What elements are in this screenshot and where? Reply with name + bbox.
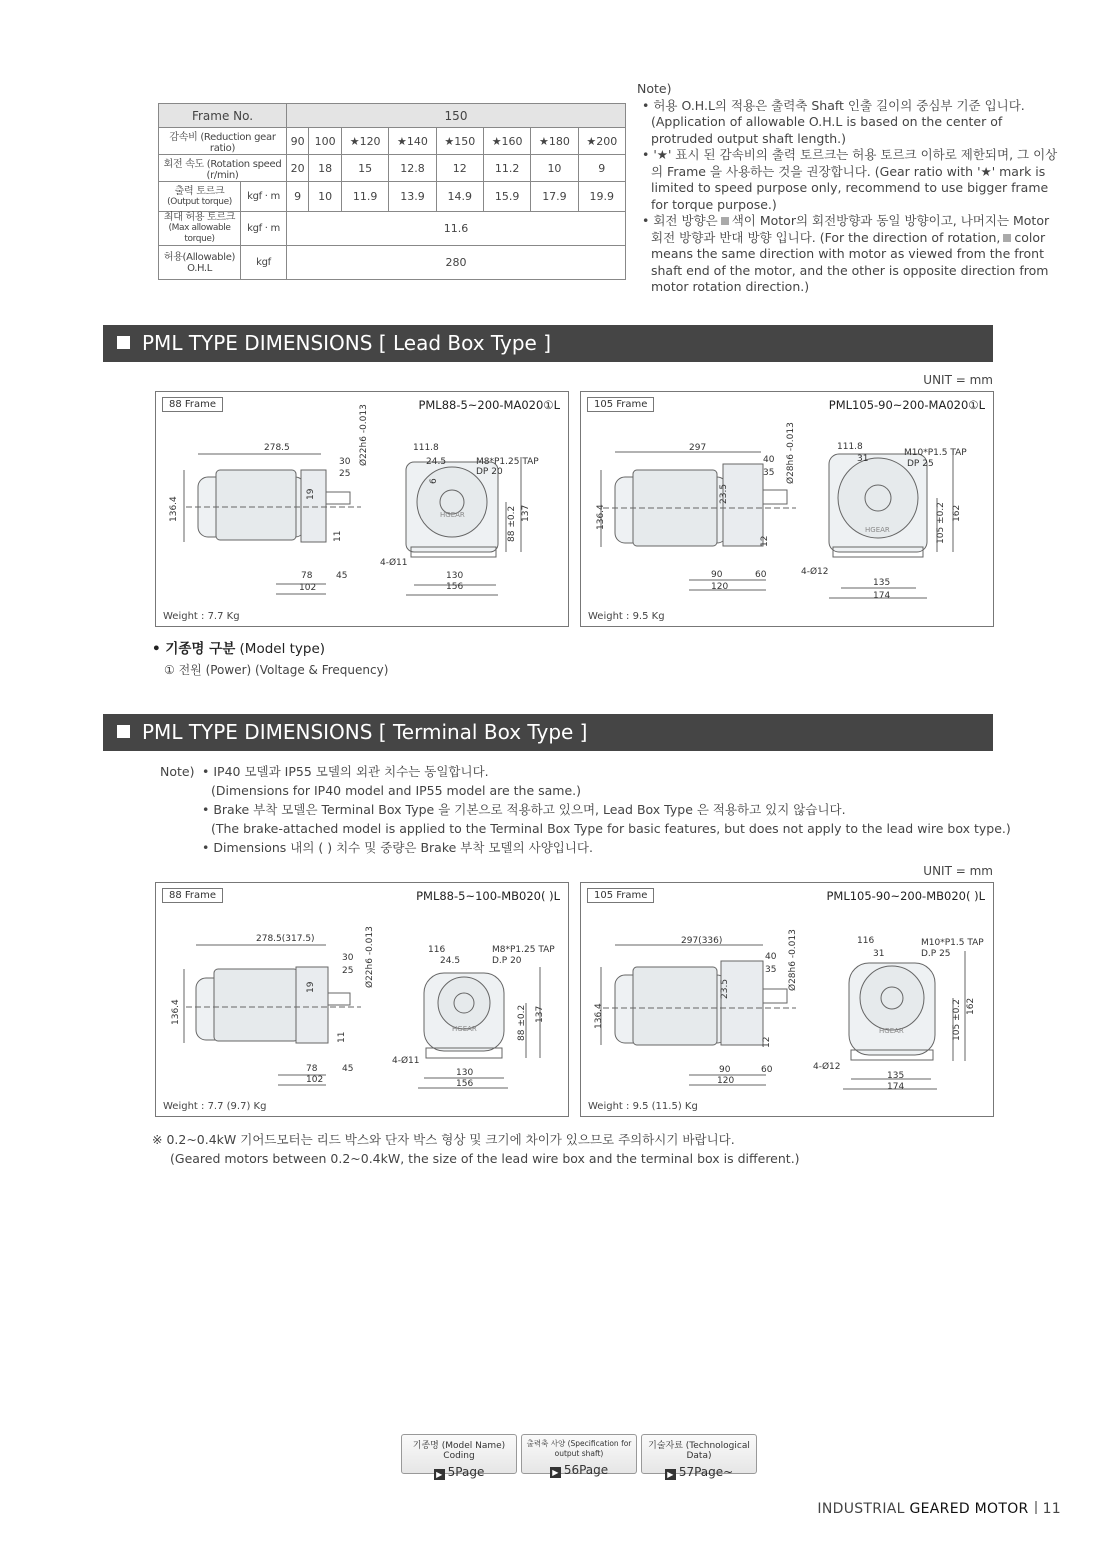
dim-text: 136.4: [169, 496, 179, 522]
cell: 100: [309, 128, 342, 155]
dim-text: 135: [887, 1071, 905, 1081]
dim-text: 130: [456, 1068, 474, 1078]
dim-text: 31: [857, 454, 869, 464]
dim-text: 23.5: [719, 483, 729, 504]
note-item: • Dimensions 내의 ( ) 치수 및 중량은 Brake 부착 모델의 사양입니다.: [202, 840, 593, 855]
dim-text: M8*P1.25 TAP: [476, 457, 539, 467]
dim-text: 136.4: [596, 504, 606, 530]
dim-text: 102: [299, 583, 317, 593]
divider: [1035, 1501, 1037, 1514]
dim-text: 24.5: [426, 457, 447, 467]
cell: 14.9: [436, 182, 483, 212]
dim-text: 90: [719, 1065, 731, 1075]
brand-label: HGEAR: [865, 526, 890, 534]
table-row: [159, 246, 626, 280]
dim-text: 25: [342, 966, 354, 976]
dim-text: 19: [306, 488, 316, 500]
square-icon: [117, 336, 130, 349]
square-icon: [721, 217, 729, 225]
arrow-right-icon: ▶: [550, 1467, 561, 1478]
bottom-note: [152, 1130, 800, 1168]
dim-text: 88 ±0.2: [517, 1004, 527, 1041]
dimension-drawing: [581, 392, 995, 628]
dim-text: DP 20: [476, 467, 503, 477]
dim-text: 60: [761, 1065, 773, 1075]
dimension-drawing: [581, 883, 995, 1118]
dim-text: 174: [887, 1082, 905, 1092]
dim-text: 40: [765, 952, 777, 962]
notes-title: Note): [160, 764, 195, 779]
model-code: PML105-90~200-MA020①L: [828, 398, 985, 412]
cell: 12: [436, 155, 483, 182]
cell: ★180: [531, 128, 578, 155]
spec-table: [158, 103, 626, 280]
dim-text: 130: [446, 571, 464, 581]
cell: 20: [287, 155, 309, 182]
ref-button-output-shaft[interactable]: 출력축 사양 (Specification for output shaft) ▶ 56Page: [521, 1434, 637, 1474]
ref-button-model-coding[interactable]: 기종명 (Model Name) Coding ▶ 5Page: [401, 1434, 517, 1474]
dim-text: DP 25: [907, 459, 934, 469]
cell: ★120: [341, 128, 388, 155]
cell: 12.8: [389, 155, 436, 182]
row-unit: kgf: [241, 246, 287, 280]
dim-text: 111.8: [413, 443, 439, 453]
label-en: O.H.L: [187, 262, 212, 274]
cell: 9: [578, 155, 625, 182]
row-unit: kgf · m: [241, 182, 287, 212]
brand-label: HGEAR: [440, 511, 465, 519]
dim-text: 135: [873, 578, 891, 588]
cell: 13.9: [389, 182, 436, 212]
label-ko: 허용(Allowable): [163, 251, 236, 263]
dim-text: 24.5: [440, 956, 461, 966]
cell: ★140: [389, 128, 436, 155]
frame-tag: 88 Frame: [162, 888, 223, 903]
dim-text: 30: [342, 953, 354, 963]
dim-text: 102: [306, 1075, 324, 1085]
label-en: (Max allowable torque): [168, 223, 231, 244]
label-en: (Output torque): [167, 196, 232, 207]
dim-text: 116: [428, 945, 446, 955]
model-type-title: • 기종명 구분 (Model type): [152, 641, 326, 657]
note-item: • Brake 부착 모델은 Terminal Box Type 을 기본으로 적용하고 있으며, Lead Box Type 은 적용하고 있지 않습니다.: [202, 802, 846, 817]
dim-text: 137: [521, 504, 531, 522]
dim-text: 30: [339, 457, 351, 467]
note-item: • '★' 표시 된 감속비의 출력 토르크는 허용 토르크 이하로 제한되며, 그 이상의 Frame 을 사용하는 것을 권장합니다. (Gear ratio with '★' mark is limited to speed purpose only, recommend to use bigger frame for torque purpose.): [642, 147, 1058, 212]
dim-text: 12: [762, 1036, 772, 1048]
weight-label: Weight : 7.7 Kg: [163, 611, 240, 622]
frame-tag: 105 Frame: [587, 397, 654, 412]
dim-text: 137: [535, 1005, 545, 1023]
row-label: 회전 속도 (Rotation speed (r/min): [159, 155, 287, 182]
dim-text: 120: [717, 1076, 735, 1086]
dim-text: 116: [857, 936, 875, 946]
dim-text: 136.4: [171, 999, 181, 1025]
dim-text: 90: [711, 570, 723, 580]
note-item: (Dimensions for IP40 model and IP55 model are the same.): [211, 783, 582, 798]
dim-text: D.P 20: [492, 956, 522, 966]
section-title-lead-box: PML TYPE DIMENSIONS [ Lead Box Type ]: [103, 325, 993, 362]
model-code: PML88-5~100-MB020( )L: [416, 889, 560, 903]
cell: 11.9: [341, 182, 388, 212]
frame-label: Frame No.: [159, 104, 287, 128]
cell: ★160: [483, 128, 530, 155]
section-title-terminal-box: PML TYPE DIMENSIONS [ Terminal Box Type ]: [103, 714, 993, 751]
dim-text: 111.8: [837, 442, 863, 452]
dim-text: 88 ±0.2: [507, 505, 517, 542]
dim-text: 78: [306, 1064, 318, 1074]
cell: 11.6: [287, 212, 626, 246]
weight-label: Weight : 9.5 Kg: [588, 611, 665, 622]
table-row: [159, 212, 626, 246]
dim-text: 40: [763, 455, 775, 465]
dim-text: 19: [306, 981, 316, 993]
dim-text: 25: [339, 469, 351, 479]
weight-label: Weight : 7.7 (9.7) Kg: [163, 1101, 267, 1112]
cell: 19.9: [578, 182, 625, 212]
dim-text: 297(336): [681, 936, 723, 946]
dim-text: M8*P1.25 TAP: [492, 945, 555, 955]
dim-text: Ø28h6 -0.013: [788, 929, 798, 991]
dim-text: Ø22h6 -0.013: [359, 404, 369, 466]
table-row: [159, 155, 626, 182]
cell: 18: [309, 155, 342, 182]
dim-text: 12: [760, 535, 770, 547]
note-line: (Geared motors between 0.2~0.4kW, the size of the lead wire box and the terminal box is different.): [170, 1151, 800, 1166]
table-row: [159, 128, 626, 155]
dim-text: 4-Ø11: [392, 1056, 420, 1066]
dim-text: 23.5: [720, 978, 730, 999]
brand-label: HGEAR: [452, 1025, 477, 1033]
drawing-105-frame-lead: [580, 391, 994, 627]
dim-text: 162: [966, 997, 976, 1015]
dim-text: 156: [446, 582, 464, 592]
table-header-row: [159, 104, 626, 128]
dim-text: 4-Ø12: [813, 1062, 841, 1072]
drawing-88-frame-lead: [155, 391, 569, 627]
model-code: PML88-5~200-MA020①L: [418, 398, 560, 412]
table-row: [159, 182, 626, 212]
dim-text: 31: [873, 949, 885, 959]
dim-text: 60: [755, 570, 767, 580]
dim-text: 136.4: [594, 1003, 604, 1029]
row-label: [159, 182, 241, 212]
dim-text: 35: [763, 468, 775, 478]
dim-text: 35: [765, 965, 777, 975]
unit-label: UNIT = mm: [923, 373, 993, 387]
arrow-right-icon: ▶: [434, 1469, 445, 1480]
cell: ★200: [578, 128, 625, 155]
dim-text: 174: [873, 591, 891, 601]
dim-text: 4-Ø11: [380, 558, 408, 568]
dim-text: 297: [689, 443, 707, 453]
dim-text: 120: [711, 582, 729, 592]
frame-tag: 88 Frame: [162, 397, 223, 412]
weight-label: Weight : 9.5 (11.5) Kg: [588, 1101, 698, 1112]
model-type-item: ① 전원 (Power) (Voltage & Frequency): [164, 663, 389, 677]
dim-text: Ø28h6 -0.013: [786, 422, 796, 484]
note-item: • 회전 방향은 색이 Motor의 회전방향과 동일 방향이고, 나머지는 Motor 회전 방향과 반대 방향 입니다. (For the direction of rotation, color means the same direction with motor as viewed from the front shaft end of the motor, and the other is opposite direction from motor rotation direction.): [642, 213, 1050, 294]
note-line: ※ 0.2~0.4kW 기어드모터는 리드 박스와 단자 박스 형상 및 크기에 차이가 있으므로 주의하시기 바랍니다.: [152, 1132, 735, 1147]
frame-value: 150: [287, 104, 626, 128]
dimension-drawing: [156, 883, 570, 1118]
dim-text: 278.5: [264, 443, 290, 453]
page-number: 11: [1042, 1501, 1061, 1517]
dim-text: 156: [456, 1079, 474, 1089]
dim-text: 278.5(317.5): [256, 934, 315, 944]
cell: 15.9: [483, 182, 530, 212]
dim-text: 45: [342, 1064, 354, 1074]
unit-label: UNIT = mm: [923, 864, 993, 878]
note-item: • IP40 모델과 IP55 모델의 외관 치수는 동일합니다.: [202, 764, 489, 779]
cell: 10: [309, 182, 342, 212]
dim-text: 6: [429, 478, 439, 484]
dim-text: D.P 25: [921, 949, 951, 959]
dim-text: 11: [333, 530, 343, 542]
dim-text: 105 ±0.2: [936, 502, 946, 544]
row-unit: kgf · m: [241, 212, 287, 246]
label-ko: 출력 토르크: [174, 185, 225, 197]
dim-text: 78: [301, 571, 313, 581]
model-code: PML105-90~200-MB020( )L: [826, 889, 985, 903]
cell: 90: [287, 128, 309, 155]
dim-text: 45: [336, 571, 348, 581]
cell: 11.2: [483, 155, 530, 182]
row-label: [159, 246, 241, 280]
dim-text: M10*P1.5 TAP: [904, 448, 967, 458]
dimension-drawing: [156, 392, 570, 628]
dim-text: Ø22h6 -0.013: [365, 926, 375, 988]
cell: 15: [341, 155, 388, 182]
note-item: • 허용 O.H.L의 적용은 출력축 Shaft 인출 길이의 중심부 기준 입니다. (Application of allowable O.H.L is based on the center of protruded output shaft length.): [642, 97, 1025, 146]
dim-text: 105 ±0.2: [952, 999, 962, 1041]
notes-title: Note): [637, 81, 672, 96]
square-icon: [1003, 234, 1011, 242]
frame-tag: 105 Frame: [587, 888, 654, 903]
row-label: 감속비 (Reduction gear ratio): [159, 128, 287, 155]
row-label: [159, 212, 241, 246]
cell: ★150: [436, 128, 483, 155]
cell: 9: [287, 182, 309, 212]
note-item: (The brake-attached model is applied to the Terminal Box Type for basic features, but does not apply to the lead wire box type.): [211, 821, 1011, 836]
brand-label: HGEAR: [879, 1027, 904, 1035]
arrow-right-icon: ▶: [665, 1469, 676, 1480]
label-ko: 최대 허용 토르크: [163, 212, 236, 223]
dim-text: 4-Ø12: [801, 567, 829, 577]
top-notes: [637, 81, 1061, 296]
ref-button-tech-data[interactable]: 기술자료 (Technological Data) ▶ 57Page~: [641, 1434, 757, 1474]
cell: 280: [287, 246, 626, 280]
cell: 17.9: [531, 182, 578, 212]
drawing-88-frame-terminal: [155, 882, 569, 1117]
cell: 10: [531, 155, 578, 182]
drawing-105-frame-terminal: [580, 882, 994, 1117]
page-footer: INDUSTRIAL GEARED MOTOR 11: [817, 1501, 1061, 1517]
square-icon: [117, 725, 130, 738]
dim-text: 162: [952, 504, 962, 522]
dim-text: M10*P1.5 TAP: [921, 938, 984, 948]
dim-text: 11: [337, 1031, 347, 1043]
